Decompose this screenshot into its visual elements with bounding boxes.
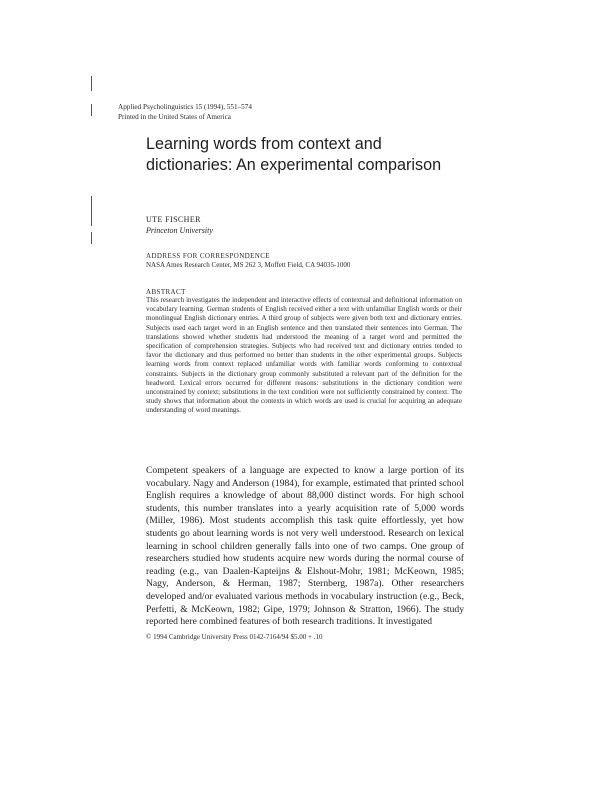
body-paragraph: Competent speakers of a language are expected to know a large portion of its vocabulary. Nagy and Anderson (1984), for example, estimated that printed school English requires a knowledge of about 88,000 distinct words. For high school students, this number translates into a yearly acquisition rate of 5,000 words (Miller, 1986). Most students accomplish this task quite effortlessly, yet how students go about learning words is not very well understood. Research on lexical learning in school children generally falls into one of two camps. One group of researchers studied how students acquire new words during the normal course of reading (e.g., van Daalen-Kapteijns & Elshout-Mohr, 1981; McKeown, 1985; Nagy, Anderson, & Herman, 1987; Sternberg, 1987a). Other researchers developed and/or evaluated various methods in vocabulary instruction (e.g., Beck, Perfetti, & McKeown, 1982; Gipe, 1979; Johnson & Stratton, 1966). The study reported here combined features of both research traditions. It investigated [146,465,464,628]
author-affiliation: Princeton University [146,225,213,235]
author-name: UTE FISCHER [146,215,201,224]
journal-citation [118,103,252,122]
article-title: Learning words from context and dictionaries: An experimental comparison [146,135,442,175]
scan-margin-mark [91,76,92,91]
copyright-line: © 1994 Cambridge University Press 0142-7164/94 $5.00 + .10 [146,633,323,641]
author-block [146,215,213,236]
scan-margin-mark [91,104,92,116]
correspondence-block [146,252,350,271]
correspondence-heading: ADDRESS FOR CORRESPONDENCE [146,252,270,260]
scan-margin-mark [91,196,92,226]
abstract-text: This research investigates the independent and interactive effects of contextual and definitional information on vocabulary learning. German students of English received either a text with unfamiliar English words or their monolingual English dictionary entries. A third group of subjects were given both text and dictionary entries. Subjects used each target word in an English sentence and then translated their sentences into German. The translations showed whether students had understood the meaning of a target word and permitted the specification of comprehension strategies. Subjects who had received text and dictionary entries tended to favor the dictionary and thus performed no better than students in the other experimental groups. Subjects learning words from context replaced unfamiliar words with familiar words conforming to contextual constraints. Subjects in the dictionary group commonly substituted a relevant part of the definition for the headword. Lexical errors occurred for different reasons: substitutions in the dictionary condition were unconstrained by context; substitutions in the text condition were not sufficiently constrained by context. The study shows that information about the contexts in which words are used is crucial for acquiring an adequate understanding of word meanings. [146,296,462,415]
correspondence-address: NASA Ames Research Center, MS 262 3, Moffett Field, CA 94035-1000 [146,261,351,270]
journal-line: Applied Psycholinguistics 15 (1994), 551–574 [118,103,252,111]
scan-margin-mark [91,232,92,244]
abstract-heading: ABSTRACT [146,288,186,296]
printed-line: Printed in the United States of America [118,112,231,121]
